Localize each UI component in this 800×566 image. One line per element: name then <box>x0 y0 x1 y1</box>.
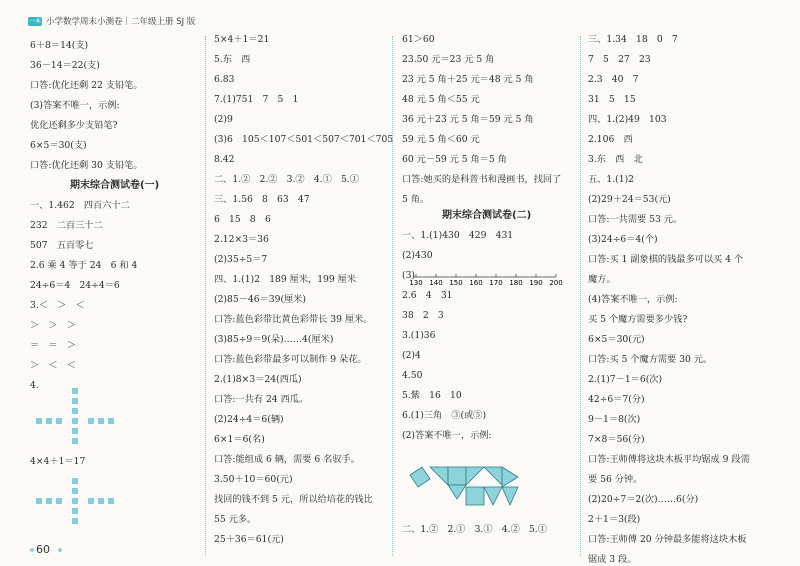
answer-line: 232 二百三十二 <box>30 220 103 231</box>
answer-line: 23.50 元＝23 元 5 角 <box>402 54 495 65</box>
answer-line: (2)24÷4＝6(辆) <box>214 414 284 425</box>
answer-line: 6 15 8 6 <box>214 214 271 225</box>
answer-line: 2＋1＝3(段) <box>588 514 641 525</box>
answer-line: 买 5 个魔方需要多少钱? <box>588 314 688 325</box>
brand-logo: 一本 <box>28 17 41 25</box>
number-line-label: 160 <box>469 279 483 287</box>
decorative-dot <box>58 548 62 552</box>
answer-line: 口答:一共需要 53 元。 <box>588 214 683 225</box>
answer-line: (3)24÷6＝4(个) <box>588 234 658 245</box>
answer-line: 一、1.462 四百六十二 <box>30 200 130 211</box>
answer-line: 42÷6＝7(分) <box>588 394 645 405</box>
answer-line: ＝ ＝ ＞ <box>30 340 76 351</box>
answer-line: 2.106 西 <box>588 134 633 145</box>
answer-line: (3)6 105＜107＜501＜507＜701＜705 <box>214 134 394 145</box>
answer-line: 36－14＝22(支) <box>30 60 100 71</box>
answer-line: 7 5 27 23 <box>588 54 651 65</box>
answer-line: 2.(1)8×3＝24(西瓜) <box>214 374 302 385</box>
number-line-label: 130 <box>409 279 423 287</box>
answer-line: 60 元－59 元 5 角＝5 角 <box>402 154 507 165</box>
answer-line: ＞ ＜ ＜ <box>30 360 76 371</box>
tangram-figure <box>408 465 520 513</box>
answer-line: 6×1＝6(名) <box>214 434 265 445</box>
answer-line: 4.50 <box>402 370 423 381</box>
answer-line: 口答:她买的是科普书和漫画书，找回了 <box>402 174 562 185</box>
answer-line: 31 5 15 <box>588 94 636 105</box>
answer-line: 7.(1)751 7 5 1 <box>214 94 299 105</box>
answer-line: (2)答案不唯一，示例: <box>402 430 492 441</box>
page-number: 60 <box>36 543 50 556</box>
answer-line: (2)20÷7＝2(次)……6(分) <box>588 494 699 505</box>
answer-line: 三、1.56 8 63 47 <box>214 194 310 205</box>
answer-line: 23 元 5 角＋25 元＝48 元 5 角 <box>402 74 534 85</box>
answer-line: 4. <box>30 380 39 391</box>
answer-line: 6×5＝30(元) <box>588 334 645 345</box>
answer-line: 三、1.34 18 0 7 <box>588 34 678 45</box>
answer-line: 48 元 5 角＜55 元 <box>402 94 480 105</box>
answer-line: 4×4＋1＝17 <box>30 456 86 467</box>
answer-line: 507 五百零七 <box>30 240 94 251</box>
answer-line: (3)85÷9＝9(朵)……4(厘米) <box>214 334 334 345</box>
answer-line: 6×5＝30(支) <box>30 140 87 151</box>
answer-line: 口答:买 5 个魔方需要 30 元。 <box>588 354 713 365</box>
answer-line: 要 56 分钟。 <box>588 474 643 485</box>
answer-line: 3.＜ ＞ ＜ <box>30 300 85 311</box>
answer-line: 5×4＋1＝21 <box>214 34 270 45</box>
answer-line: 2.6 4 31 <box>402 290 453 301</box>
answer-line: 6＋8＝14(支) <box>30 40 89 51</box>
answer-line: (3) <box>402 270 416 281</box>
answer-line: 36 元＋23 元 5 角＝59 元 5 角 <box>402 114 534 125</box>
column-divider <box>392 36 393 556</box>
page-header <box>28 14 195 28</box>
number-line-label: 200 <box>549 279 563 287</box>
answer-line: 口答:能组成 6 辆，需要 6 名驭手。 <box>214 454 360 465</box>
answer-line: 口答:买 1 副象棋的钱最多可以买 4 个 <box>588 254 744 265</box>
answer-line: 3.东 西 北 <box>588 154 643 165</box>
answer-line: 5 角。 <box>402 194 430 205</box>
answer-line: 3.(1)36 <box>402 330 436 341</box>
answer-line: 口答:一共有 24 西瓜。 <box>214 394 309 405</box>
answer-line: 优化还剩多少支铅笔? <box>30 120 118 131</box>
answer-line: (2)430 <box>402 250 433 261</box>
section-title: 期末综合测试卷(二) <box>442 210 532 221</box>
section-title: 期末综合测试卷(一) <box>70 180 160 191</box>
answer-line: (3)答案不唯一，示例: <box>30 100 120 111</box>
number-line-label: 140 <box>429 279 443 287</box>
answer-line: 一、1.(1)430 429 431 <box>402 230 514 241</box>
answer-line: (2)29＋24＝53(元) <box>588 194 671 205</box>
answer-line: 55 元多。 <box>214 514 257 525</box>
answer-line: (2)9 <box>214 114 233 125</box>
answer-line: 25＋36＝61(元) <box>214 534 284 545</box>
cross-grid-figure <box>36 388 116 538</box>
answer-line: 8.42 <box>214 154 235 165</box>
answer-line: (2)35÷5＝7 <box>214 254 268 265</box>
answer-line: 5.东 西 <box>214 54 251 65</box>
number-line-label: 190 <box>529 279 543 287</box>
header-title: 小学数学周末小测卷｜二年级上册 SJ 版 <box>46 17 196 27</box>
answer-line: ＞ ＞ ＞ <box>30 320 76 331</box>
answer-line: 口答:蓝色彩带比黄色彩带长 39 厘米。 <box>214 314 373 325</box>
answer-line: (2)85－46＝39(厘米) <box>214 294 307 305</box>
answer-line: 38 2 3 <box>402 310 444 321</box>
answer-line: 锯成 3 段。 <box>588 554 637 565</box>
answer-line: 6.(1)三角 ③(或⑤) <box>402 410 487 421</box>
answer-line: 2.12×3＝36 <box>214 234 269 245</box>
answer-line: 6.83 <box>214 74 235 85</box>
answer-line: 四、1.(1)2 189 厘米，199 厘米 <box>214 274 357 285</box>
decorative-dot <box>30 548 34 552</box>
answer-line: 口答:优化还剩 22 支铅笔。 <box>30 80 143 91</box>
answer-line: 口答:蓝色彩带最多可以制作 9 朵花。 <box>214 354 367 365</box>
answer-line: 口答:王师傅将这块木板平均锯成 9 段需 <box>588 454 750 465</box>
answer-line: 四、1.(2)49 103 <box>588 114 667 125</box>
answer-line: 5.紫 16 10 <box>402 390 462 401</box>
answer-line: 24÷6＝4 24÷4＝6 <box>30 280 120 291</box>
answer-line: 找回的钱不到 5 元，所以给培花的钱比 <box>214 494 373 505</box>
answer-line: 3.50＋10＝60(元) <box>214 474 293 485</box>
answer-line: 2.3 40 7 <box>588 74 639 85</box>
number-line-label: 180 <box>509 279 523 287</box>
answer-line: 61＞60 <box>402 34 435 45</box>
answer-line: 7×8＝56(分) <box>588 434 645 445</box>
column-divider <box>580 36 581 556</box>
answer-line: 59 元 5 角＜60 元 <box>402 134 480 145</box>
answer-line: 2.6 乘 4 等于 24 6 和 4 <box>30 260 138 271</box>
answer-line: 二、1.② 2.② 3.② 4.① 5.① <box>214 174 359 185</box>
column-divider <box>205 36 206 556</box>
answer-line: 魔方。 <box>588 274 616 285</box>
answer-line: 口答:王师傅 20 分钟最多能将这块木板 <box>588 534 747 545</box>
answer-line: 9－1＝8(次) <box>588 414 641 425</box>
answer-line: 二、1.② 2.① 3.① 4.② 5.① <box>402 524 547 535</box>
answer-line: 口答:优化还剩 30 支铅笔。 <box>30 160 143 171</box>
answer-line: (4)答案不唯一，示例: <box>588 294 678 305</box>
answer-line: (2)4 <box>402 350 421 361</box>
answer-line: 2.(1)7－1＝6(次) <box>588 374 663 385</box>
number-line-label: 170 <box>489 279 503 287</box>
number-line-label: 150 <box>449 279 463 287</box>
number-line <box>400 273 563 287</box>
answer-line: 五、1.(1)2 <box>588 174 635 185</box>
